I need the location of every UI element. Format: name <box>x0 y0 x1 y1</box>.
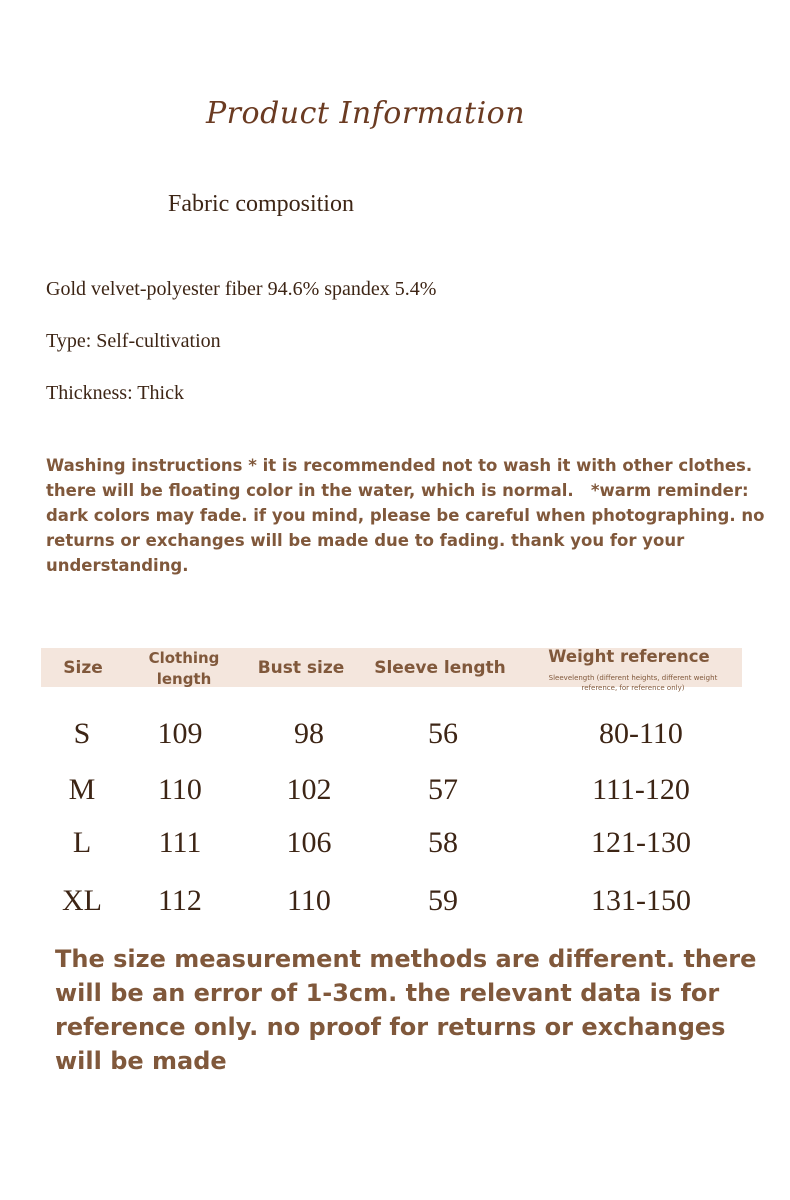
table-cell-weight: 111-120 <box>592 773 690 806</box>
table-cell-size: L <box>72 826 92 859</box>
table-cell-length: 111 <box>158 826 202 859</box>
header-sleeve-length: Sleeve length <box>374 658 506 678</box>
fabric-composition: Gold velvet-polyester fiber 94.6% spandex 5.4% <box>46 278 437 300</box>
table-cell-sleeve: 56 <box>428 717 458 750</box>
table-cell-sleeve: 57 <box>428 773 458 806</box>
header-weight-reference: Weight reference <box>548 647 710 666</box>
header-bust-size: Bust size <box>257 658 345 678</box>
table-cell-bust: 106 <box>286 826 332 859</box>
table-cell-size: S <box>73 717 91 750</box>
table-cell-bust: 110 <box>287 884 331 917</box>
table-cell-weight: 121-130 <box>591 826 691 859</box>
header-size: Size <box>63 658 103 678</box>
header-clothing-length: Clothing length <box>148 649 220 688</box>
table-cell-length: 110 <box>158 773 202 806</box>
table-cell-length: 109 <box>157 717 203 750</box>
garment-thickness: Thickness: Thick <box>46 382 184 404</box>
table-cell-sleeve: 59 <box>428 884 458 917</box>
garment-type: Type: Self-cultivation <box>46 330 221 352</box>
table-cell-size: XL <box>62 884 102 917</box>
size-disclaimer: The size measurement methods are different. there will be an error of 1-3cm. the relevant data is for reference only. no proof for returns or exchanges will be made <box>55 945 757 1075</box>
table-cell-weight: 131-150 <box>591 884 691 917</box>
table-cell-size: M <box>68 773 96 806</box>
composition-heading: Fabric composition <box>168 191 354 217</box>
table-cell-bust: 102 <box>286 773 332 806</box>
table-cell-bust: 98 <box>294 717 324 750</box>
table-cell-weight: 80-110 <box>599 717 683 750</box>
washing-instructions: Washing instructions * it is recommended not to wash it with other clothes. there will be floating color in the water, which is normal. *warm reminder: dark colors may fade. if you mind, please be careful when photographing. no returns or exchanges will be made due to fading. thank you for your understanding. <box>46 456 771 575</box>
page-title: Product Information <box>206 96 526 131</box>
table-cell-length: 112 <box>158 884 202 917</box>
table-cell-sleeve: 58 <box>428 826 458 859</box>
header-weight-note: Sleevelength (different heights, different weight reference, for reference only) <box>548 674 718 692</box>
